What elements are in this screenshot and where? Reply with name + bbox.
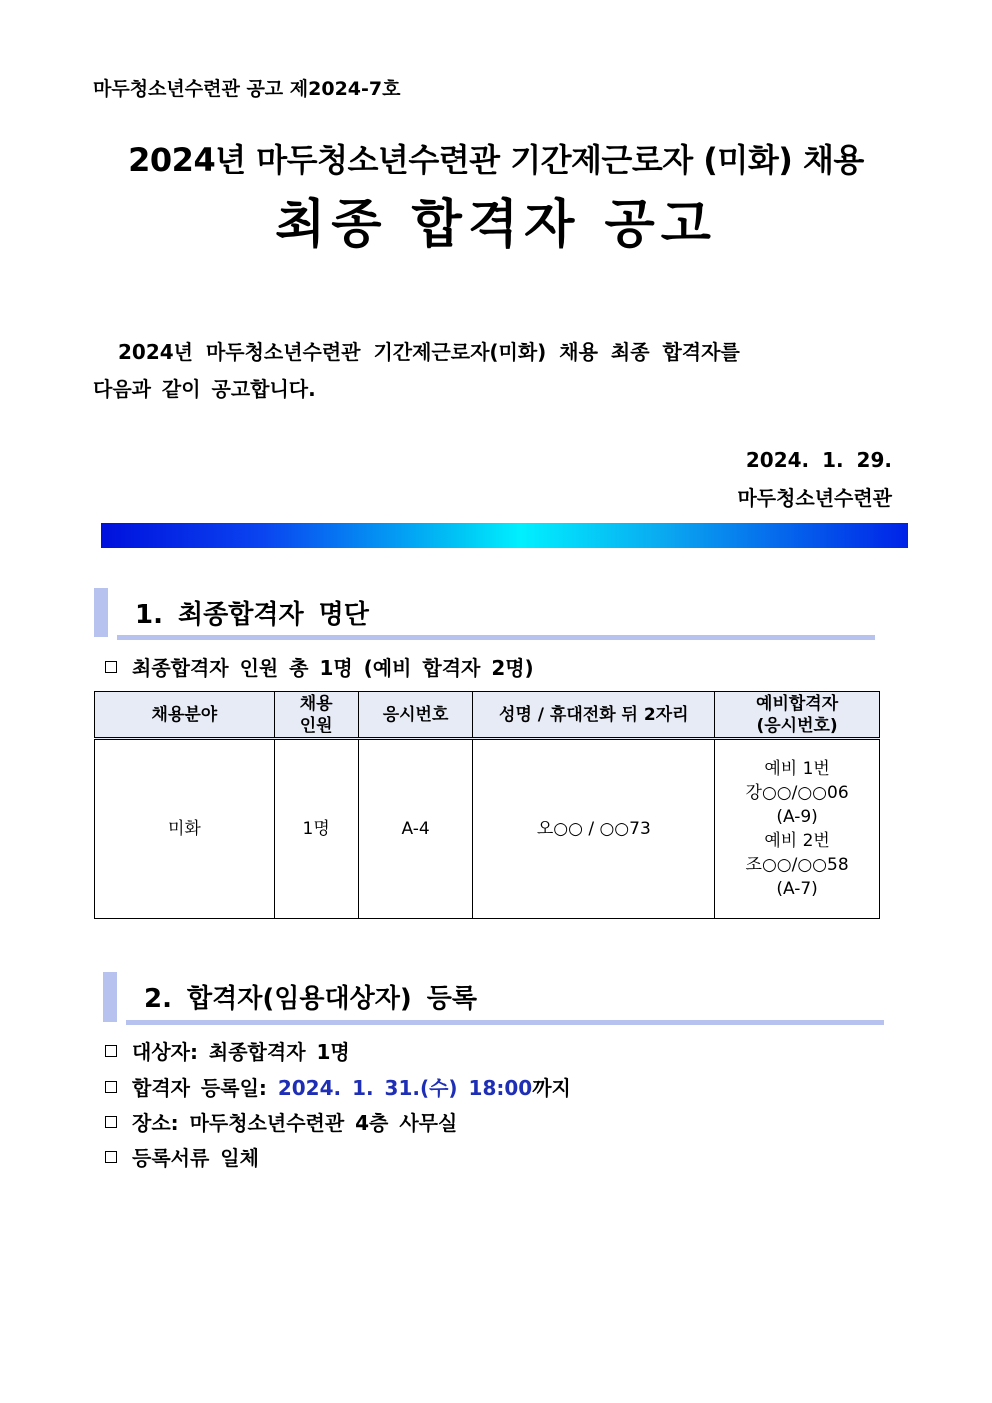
table-header-row <box>95 692 880 739</box>
cell-field: 미화 <box>95 739 275 919</box>
square-bullet-icon <box>105 661 117 673</box>
notice-number: 마두청소년수련관 공고 제2024-7호 <box>93 78 401 100</box>
cell-exam-number: A-4 <box>358 739 473 919</box>
intro-line-2: 다음과 같이 공고합니다. <box>93 377 316 401</box>
header-reserve: 예비합격자 (응시번호) <box>715 692 880 739</box>
page-title: 최종 합격자 공고 <box>275 195 717 255</box>
header-exam-number: 응시번호 <box>358 692 473 739</box>
cell-name-phone: 오○○ / ○○73 <box>473 739 715 919</box>
header-field: 채용분야 <box>95 692 275 739</box>
square-bullet-icon <box>105 1045 117 1057</box>
section-2-underline <box>126 1020 884 1025</box>
header-name-phone: 성명 / 휴대전화 뒤 2자리 <box>473 692 715 739</box>
bullet-documents: 등록서류 일체 <box>105 1142 259 1171</box>
final-candidates-table <box>94 691 880 919</box>
table-row <box>95 739 880 919</box>
section-1-bullet <box>105 652 534 681</box>
gradient-divider <box>101 523 908 548</box>
bullet-deadline: 합격자 등록일: 2024. 1. 31.(수) 18:00까지 <box>105 1072 571 1101</box>
intro-line-1: 2024년 마두청소년수련관 기간제근로자(미화) 채용 최종 합격자를 <box>118 340 740 364</box>
section-1-marker <box>94 588 108 637</box>
section-1-title: 1. 최종합격자 명단 <box>135 600 369 630</box>
header-headcount: 채용 인원 <box>274 692 358 739</box>
square-bullet-icon <box>105 1151 117 1163</box>
bullet-place: 장소: 마두청소년수련관 4층 사무실 <box>105 1107 457 1136</box>
bullet-target: 대상자: 최종합격자 1명 <box>105 1036 350 1065</box>
title-line-1: 2024년 마두청소년수련관 기간제근로자 (미화) 채용 <box>128 141 864 179</box>
section-2-title: 2. 합격자(임용대상자) 등록 <box>144 984 477 1014</box>
section-1-underline <box>117 635 875 640</box>
square-bullet-icon <box>105 1081 117 1093</box>
section-1-bullet-text: 최종합격자 인원 총 1명 (예비 합격자 2명) <box>132 656 534 680</box>
cell-headcount: 1명 <box>274 739 358 919</box>
cell-reserve: 예비 1번 강○○/○○06 (A-9) 예비 2번 조○○/○○58 (A-7) <box>715 739 880 919</box>
square-bullet-icon <box>105 1116 117 1128</box>
section-2-marker <box>103 972 117 1022</box>
announcement-date: 2024. 1. 29. <box>745 448 892 472</box>
organization-name: 마두청소년수련관 <box>737 486 892 510</box>
deadline-highlight: 2024. 1. 31.(수) 18:00 <box>277 1076 533 1100</box>
